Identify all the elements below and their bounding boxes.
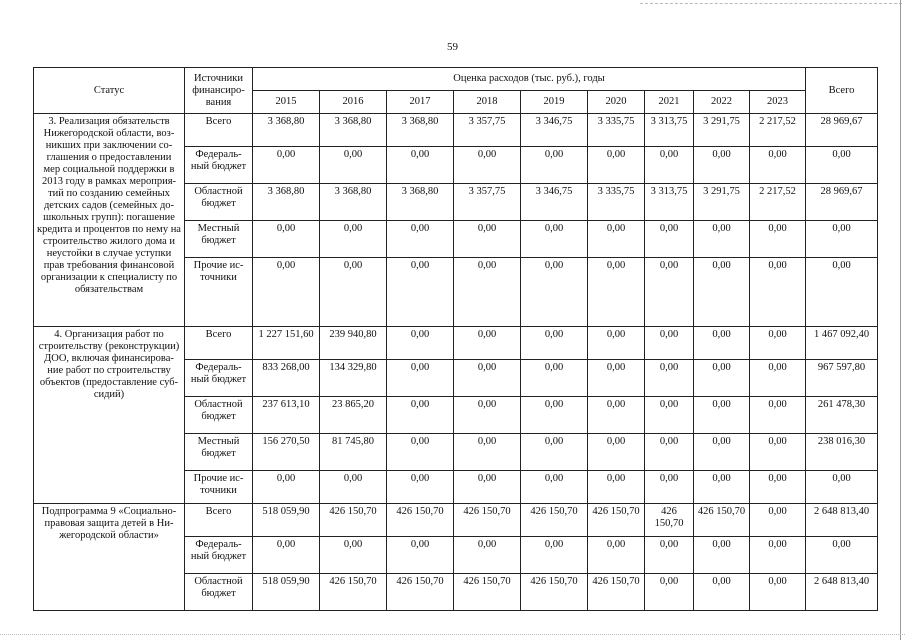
header-year: 2021 (645, 91, 694, 114)
total-value-cell: 0,00 (806, 147, 878, 184)
year-value-cell: 0,00 (253, 147, 320, 184)
status-cell: 4. Организация работ по строительству (реконструкции) ДОО, включая финансирова-ние работ по строительству объектов (предоставление суб-сидий) (34, 327, 185, 504)
year-value-cell: 0,00 (694, 360, 750, 397)
funding-source-cell: Областной бюджет (185, 397, 253, 434)
year-value-cell: 0,00 (645, 397, 694, 434)
year-value-cell: 0,00 (521, 471, 588, 504)
year-value-cell: 0,00 (645, 147, 694, 184)
total-value-cell: 2 648 813,40 (806, 574, 878, 611)
year-value-cell: 0,00 (694, 537, 750, 574)
year-value-cell: 0,00 (694, 258, 750, 327)
year-value-cell: 0,00 (521, 434, 588, 471)
header-year: 2023 (750, 91, 806, 114)
funding-source-cell: Всего (185, 114, 253, 147)
year-value-cell: 0,00 (645, 537, 694, 574)
year-value-cell: 0,00 (320, 147, 387, 184)
year-value-cell: 0,00 (588, 397, 645, 434)
year-value-cell: 3 291,75 (694, 184, 750, 221)
total-value-cell: 967 597,80 (806, 360, 878, 397)
total-value-cell: 28 969,67 (806, 114, 878, 147)
year-value-cell: 0,00 (750, 537, 806, 574)
funding-source-cell: Федераль-ный бюджет (185, 360, 253, 397)
year-value-cell: 3 368,80 (253, 184, 320, 221)
year-value-cell: 0,00 (694, 327, 750, 360)
header-status: Статус (34, 68, 185, 114)
year-value-cell: 0,00 (253, 258, 320, 327)
year-value-cell: 3 357,75 (454, 184, 521, 221)
year-value-cell: 0,00 (320, 221, 387, 258)
year-value-cell: 0,00 (387, 327, 454, 360)
funding-source-cell: Федераль-ный бюджет (185, 147, 253, 184)
year-value-cell: 0,00 (750, 397, 806, 434)
page-number: 59 (447, 41, 458, 53)
year-value-cell: 0,00 (320, 471, 387, 504)
year-value-cell: 0,00 (454, 221, 521, 258)
year-value-cell: 0,00 (588, 434, 645, 471)
year-value-cell: 0,00 (521, 397, 588, 434)
year-value-cell: 1 227 151,60 (253, 327, 320, 360)
funding-source-cell: Всего (185, 504, 253, 537)
year-value-cell: 518 059,90 (253, 574, 320, 611)
year-value-cell: 426 150,70 (588, 504, 645, 537)
header-year: 2017 (387, 91, 454, 114)
total-value-cell: 0,00 (806, 221, 878, 258)
year-value-cell: 0,00 (521, 537, 588, 574)
year-value-cell: 0,00 (387, 397, 454, 434)
year-value-cell: 0,00 (588, 360, 645, 397)
year-value-cell: 3 346,75 (521, 184, 588, 221)
year-value-cell: 0,00 (454, 147, 521, 184)
year-value-cell: 3 335,75 (588, 114, 645, 147)
scan-edge-right (900, 0, 901, 640)
year-value-cell: 0,00 (454, 397, 521, 434)
year-value-cell: 0,00 (387, 258, 454, 327)
year-value-cell: 0,00 (750, 574, 806, 611)
year-value-cell: 0,00 (750, 504, 806, 537)
year-value-cell: 426 150,70 (387, 504, 454, 537)
year-value-cell: 3 346,75 (521, 114, 588, 147)
year-value-cell: 426 150,70 (521, 504, 588, 537)
year-value-cell: 833 268,00 (253, 360, 320, 397)
table-row (34, 327, 878, 360)
year-value-cell: 0,00 (588, 147, 645, 184)
year-value-cell: 0,00 (521, 221, 588, 258)
funding-source-cell: Всего (185, 327, 253, 360)
year-value-cell: 0,00 (387, 360, 454, 397)
scan-edge-top (640, 3, 902, 4)
year-value-cell: 426 150,70 (320, 504, 387, 537)
year-value-cell: 156 270,50 (253, 434, 320, 471)
year-value-cell: 3 368,80 (253, 114, 320, 147)
status-cell: 3. Реализация обязательств Нижегородской области, воз-никших при заключении со-глашения о предоставлении мер социальной поддержки в 2013 году в рамках мероприя-тий по созданию семейных детских садов (семейных до-школьных групп): погашение кредита и процентов по нему на строительство жилого дома и неустойки в случае уступки прав требования финансовой организации к специалисту по обязательствам (34, 114, 185, 327)
year-value-cell: 0,00 (750, 221, 806, 258)
table-row (34, 504, 878, 537)
funding-source-cell: Областной бюджет (185, 574, 253, 611)
header-year: 2015 (253, 91, 320, 114)
year-value-cell: 426 150,70 (454, 504, 521, 537)
year-value-cell: 0,00 (588, 327, 645, 360)
budget-table (33, 67, 878, 611)
year-value-cell: 0,00 (387, 147, 454, 184)
year-value-cell: 3 368,80 (320, 184, 387, 221)
year-value-cell: 0,00 (387, 221, 454, 258)
year-value-cell: 426 150,70 (320, 574, 387, 611)
year-value-cell: 3 313,75 (645, 114, 694, 147)
year-value-cell: 0,00 (750, 434, 806, 471)
year-value-cell: 0,00 (694, 471, 750, 504)
year-value-cell: 0,00 (694, 397, 750, 434)
year-value-cell: 0,00 (387, 434, 454, 471)
year-value-cell: 0,00 (521, 327, 588, 360)
year-value-cell: 0,00 (454, 434, 521, 471)
status-cell: Подпрограмма 9 «Социально-правовая защита детей в Ни-жегородской области» (34, 504, 185, 611)
year-value-cell: 426 150,70 (387, 574, 454, 611)
year-value-cell: 0,00 (588, 471, 645, 504)
table-body (34, 114, 878, 611)
year-value-cell: 239 940,80 (320, 327, 387, 360)
year-value-cell: 0,00 (750, 360, 806, 397)
year-value-cell: 426 150,70 (645, 504, 694, 537)
year-value-cell: 3 313,75 (645, 184, 694, 221)
funding-source-cell: Прочие ис-точники (185, 471, 253, 504)
funding-source-cell: Федераль-ный бюджет (185, 537, 253, 574)
year-value-cell: 0,00 (521, 360, 588, 397)
year-value-cell: 426 150,70 (588, 574, 645, 611)
year-value-cell: 3 357,75 (454, 114, 521, 147)
year-value-cell: 0,00 (387, 471, 454, 504)
year-value-cell: 3 291,75 (694, 114, 750, 147)
year-value-cell: 518 059,90 (253, 504, 320, 537)
year-value-cell: 0,00 (320, 537, 387, 574)
total-value-cell: 1 467 092,40 (806, 327, 878, 360)
year-value-cell: 0,00 (253, 471, 320, 504)
header-year: 2016 (320, 91, 387, 114)
year-value-cell: 0,00 (253, 537, 320, 574)
year-value-cell: 0,00 (645, 221, 694, 258)
year-value-cell: 2 217,52 (750, 184, 806, 221)
year-value-cell: 0,00 (645, 327, 694, 360)
year-value-cell: 426 150,70 (694, 504, 750, 537)
year-value-cell: 3 368,80 (387, 114, 454, 147)
year-value-cell: 0,00 (588, 221, 645, 258)
year-value-cell: 0,00 (694, 434, 750, 471)
year-value-cell: 3 368,80 (320, 114, 387, 147)
year-value-cell: 0,00 (253, 221, 320, 258)
year-value-cell: 0,00 (750, 471, 806, 504)
year-value-cell: 0,00 (387, 537, 454, 574)
total-value-cell: 0,00 (806, 537, 878, 574)
year-value-cell: 0,00 (588, 258, 645, 327)
year-value-cell: 426 150,70 (454, 574, 521, 611)
year-value-cell: 0,00 (645, 434, 694, 471)
year-value-cell: 426 150,70 (521, 574, 588, 611)
year-value-cell: 0,00 (521, 258, 588, 327)
year-value-cell: 2 217,52 (750, 114, 806, 147)
year-value-cell: 237 613,10 (253, 397, 320, 434)
year-value-cell: 0,00 (645, 471, 694, 504)
year-value-cell: 0,00 (320, 258, 387, 327)
header-year: 2020 (588, 91, 645, 114)
year-value-cell: 0,00 (750, 327, 806, 360)
year-value-cell: 0,00 (645, 574, 694, 611)
total-value-cell: 0,00 (806, 258, 878, 327)
year-value-cell: 0,00 (694, 221, 750, 258)
year-value-cell: 23 865,20 (320, 397, 387, 434)
year-value-cell: 0,00 (645, 258, 694, 327)
year-value-cell: 0,00 (454, 360, 521, 397)
year-value-cell: 0,00 (645, 360, 694, 397)
total-value-cell: 2 648 813,40 (806, 504, 878, 537)
header-total: Всего (806, 68, 878, 114)
funding-source-cell: Прочие ис-точники (185, 258, 253, 327)
table-row (34, 114, 878, 147)
header-year: 2019 (521, 91, 588, 114)
year-value-cell: 0,00 (454, 327, 521, 360)
table-header (34, 68, 878, 114)
header-sources: Источники финансиро-вания (185, 68, 253, 114)
year-value-cell: 134 329,80 (320, 360, 387, 397)
year-value-cell: 81 745,80 (320, 434, 387, 471)
funding-source-cell: Местный бюджет (185, 434, 253, 471)
total-value-cell: 261 478,30 (806, 397, 878, 434)
funding-source-cell: Областной бюджет (185, 184, 253, 221)
total-value-cell: 0,00 (806, 471, 878, 504)
year-value-cell: 0,00 (454, 471, 521, 504)
year-value-cell: 0,00 (694, 574, 750, 611)
year-value-cell: 0,00 (750, 258, 806, 327)
header-year: 2022 (694, 91, 750, 114)
year-value-cell: 3 368,80 (387, 184, 454, 221)
funding-source-cell: Местный бюджет (185, 221, 253, 258)
header-estimate: Оценка расходов (тыс. руб.), годы (253, 68, 806, 91)
year-value-cell: 0,00 (454, 258, 521, 327)
total-value-cell: 238 016,30 (806, 434, 878, 471)
year-value-cell: 3 335,75 (588, 184, 645, 221)
header-year: 2018 (454, 91, 521, 114)
scan-edge-bottom (0, 634, 905, 635)
total-value-cell: 28 969,67 (806, 184, 878, 221)
year-value-cell: 0,00 (521, 147, 588, 184)
year-value-cell: 0,00 (694, 147, 750, 184)
year-value-cell: 0,00 (750, 147, 806, 184)
year-value-cell: 0,00 (454, 537, 521, 574)
year-value-cell: 0,00 (588, 537, 645, 574)
